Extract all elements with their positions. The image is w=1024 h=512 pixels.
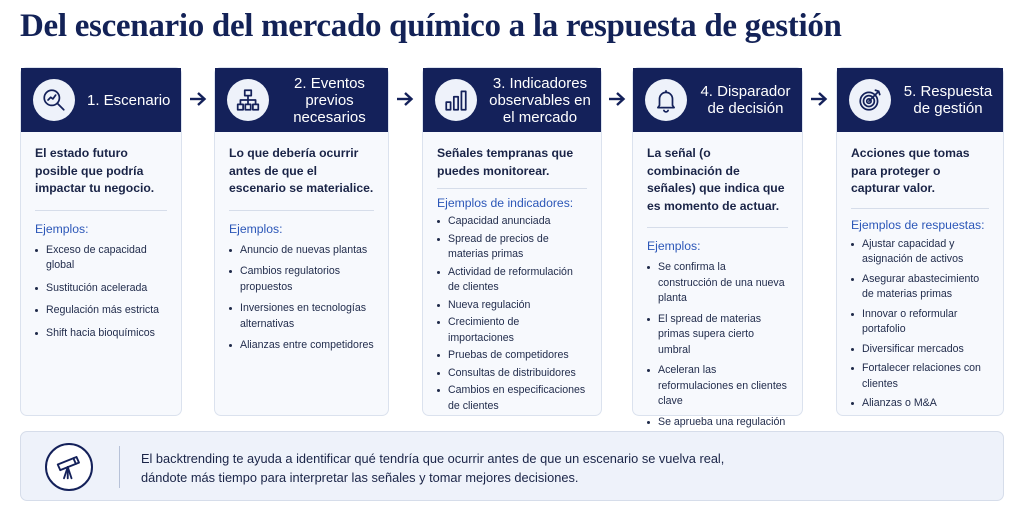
page-title: Del escenario del mercado químico a la respuesta de gestión — [20, 8, 842, 44]
chart-magnifier-icon — [33, 79, 75, 121]
card-title: 2. Eventos previos necesarios — [293, 74, 366, 126]
step-card-indicadores — [422, 67, 602, 416]
list-item: Cambios regulatorios propuestos — [229, 264, 374, 295]
list-item: Fortalecer relaciones con clientes — [851, 361, 989, 392]
arrow-right-icon — [810, 91, 828, 107]
step-card-disparador — [632, 67, 803, 428]
list-item: Capacidad anunciada — [437, 214, 587, 230]
list-item: Crecimiento de importaciones — [437, 315, 587, 346]
card-title: 3. Indicadores observables en el mercado — [489, 74, 591, 126]
arrow-right-icon — [608, 91, 626, 107]
list-item: Anuncio de nuevas plantas — [229, 243, 374, 259]
divider — [851, 208, 989, 209]
card-description: Acciones que tomas para proteger o capturar valor. — [851, 146, 970, 195]
examples-list — [229, 243, 374, 354]
list-item: Se confirma la construcción de una nueva planta — [647, 260, 788, 307]
examples-label: Ejemplos: — [647, 239, 701, 253]
list-item: Diversificar mercados — [851, 342, 989, 358]
list-item: Cambios en especificaciones de clientes — [437, 383, 587, 414]
examples-list — [437, 214, 587, 414]
card-title: 1. Escenario — [87, 91, 171, 109]
banner-line-1: El backtrending te ayuda a identificar qué tendría que ocurrir antes de que un escenario se vuelva real, — [141, 451, 725, 466]
card-description: El estado futuro posible que podría impactar tu negocio. — [35, 146, 155, 195]
step-card-eventos-previos — [214, 67, 389, 416]
card-description: La señal (o combinación de señales) que indica que es momento de actuar. — [647, 146, 785, 213]
card-title: 5. Respuesta de gestión — [903, 83, 993, 117]
telescope-icon — [45, 443, 93, 491]
divider — [35, 210, 167, 211]
list-item: Consultas de distribuidores — [437, 366, 587, 382]
examples-list — [35, 243, 167, 342]
card-title: 4. Disparador de decisión — [700, 83, 791, 117]
list-item: Innovar o reformular portafolio — [851, 307, 989, 338]
card-header — [423, 68, 601, 132]
card-description: Señales tempranas que puedes monitorear. — [437, 146, 574, 178]
list-item: Alianzas o M&A — [851, 396, 989, 412]
list-item: Se aprueba una regulación — [647, 415, 788, 446]
card-header — [21, 68, 181, 132]
examples-label: Ejemplos de respuestas: — [851, 217, 985, 232]
card-description: Lo que debería ocurrir antes de que el escenario se materialice. — [229, 146, 374, 195]
card-header — [215, 68, 388, 132]
list-item: Sustitución acelerada — [35, 281, 167, 297]
examples-list — [647, 260, 788, 446]
step-card-escenario — [20, 67, 182, 416]
card-header — [633, 68, 802, 132]
divider — [437, 188, 587, 189]
step-card-respuesta — [836, 67, 1004, 416]
examples-label: Ejemplos de indicadores: — [437, 196, 574, 210]
list-item: Actividad de reformulación de clientes — [437, 265, 587, 296]
list-item: Aceleran las reformulaciones en clientes clave — [647, 363, 788, 410]
backtrending-banner — [20, 431, 1004, 501]
list-item: Shift hacia bioquímicos — [35, 326, 167, 342]
arrow-right-icon — [189, 91, 207, 107]
list-item: Ajustar capacidad y asignación de activos — [851, 237, 989, 268]
bar-chart-icon — [435, 79, 477, 121]
divider — [229, 210, 374, 211]
list-item: Alianzas entre competidores — [229, 338, 374, 354]
banner-line-2: dándote más tiempo para interpretar las señales y tomar mejores decisiones. — [141, 470, 579, 485]
examples-label: Ejemplos: — [35, 221, 89, 236]
examples-label: Ejemplos: — [229, 221, 283, 236]
list-item: Nueva regulación — [437, 298, 587, 314]
list-item: Spread de precios de materias primas — [437, 232, 587, 263]
list-item: Pruebas de competidores — [437, 348, 587, 364]
card-header — [837, 68, 1003, 132]
list-item: Asegurar abastecimiento de materias primas — [851, 272, 989, 303]
arrow-right-icon — [396, 91, 414, 107]
list-item: Regulación más estricta — [35, 303, 167, 319]
banner-divider — [119, 446, 120, 488]
divider — [647, 227, 788, 228]
bell-icon — [645, 79, 687, 121]
list-item: Inversiones en tecnologías alternativas — [229, 301, 374, 332]
list-item: El spread de materias primas supera cierto umbral — [647, 312, 788, 359]
hierarchy-icon — [227, 79, 269, 121]
list-item: Exceso de capacidad global — [35, 243, 167, 274]
examples-list — [851, 237, 989, 412]
target-icon — [849, 79, 891, 121]
banner-text — [141, 449, 991, 487]
